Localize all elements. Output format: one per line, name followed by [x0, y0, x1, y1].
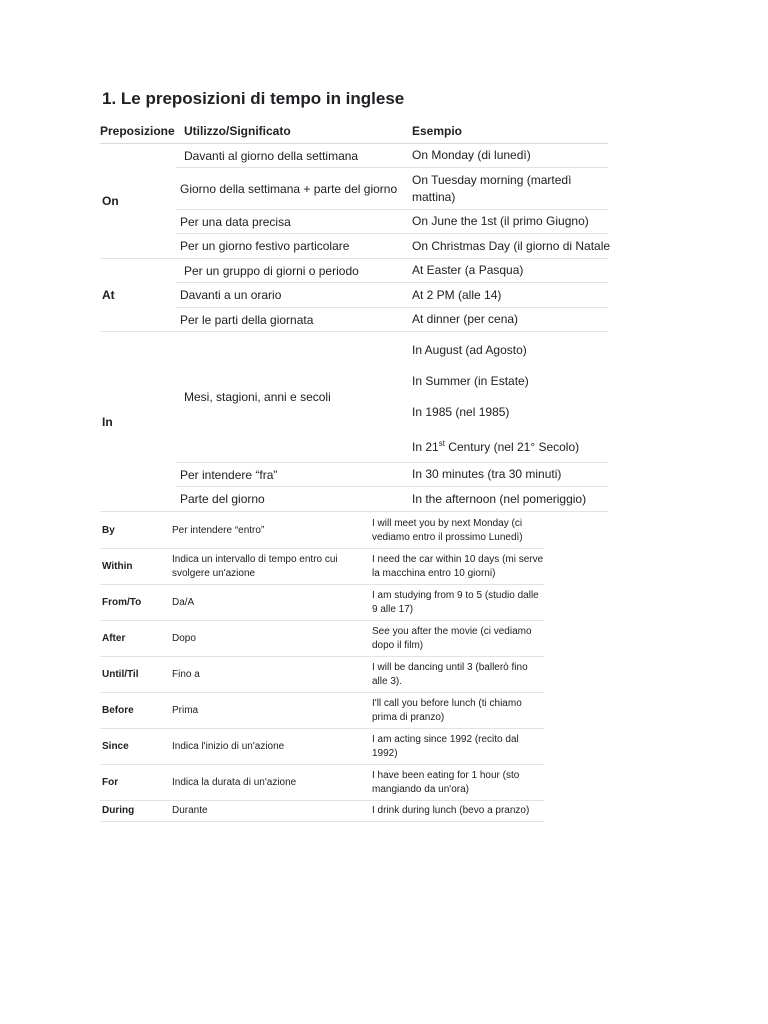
example-cell: I drink during lunch (bevo a pranzo)	[372, 801, 544, 822]
table-row	[100, 259, 608, 283]
preposition-cell: Until/Til	[100, 657, 172, 693]
usage-cell: Per una data precisa	[176, 210, 412, 234]
preposition-cell: By	[100, 513, 172, 549]
table-row	[100, 332, 608, 463]
usage-cell: Per un gruppo di giorni o periodo	[176, 259, 412, 283]
example-cell: On June the 1st (il primo Giugno)	[412, 210, 608, 234]
usage-cell: Indica l'inizio di un'azione	[172, 729, 372, 765]
table-row	[100, 463, 608, 487]
preposition-at: At	[100, 259, 176, 332]
table-row	[100, 513, 544, 549]
example-item: In Summer (in Estate)	[412, 374, 529, 388]
table-row	[100, 801, 544, 822]
usage-cell: Parte del giorno	[176, 487, 412, 512]
example-cell: On Tuesday morning (martedì mattina)	[412, 168, 608, 210]
table-row	[100, 621, 544, 657]
preposition-on: On	[100, 144, 176, 259]
usage-cell: Davanti a un orario	[176, 283, 412, 308]
usage-cell: Durante	[172, 801, 372, 822]
page-title: 1. Le preposizioni di tempo in inglese	[102, 89, 405, 108]
example-cell: I need the car within 10 days (mi serve la macchina entro 10 giorni)	[372, 549, 544, 585]
example-cell: On Christmas Day (il giorno di Natale	[412, 234, 608, 259]
usage-cell: Per intendere “entro”	[172, 513, 372, 549]
preposition-cell: From/To	[100, 585, 172, 621]
example-cell: On Monday (di lunedì)	[412, 144, 608, 168]
preposition-cell: Within	[100, 549, 172, 585]
example-cell: In 30 minutes (tra 30 minuti)	[412, 463, 608, 487]
usage-cell: Mesi, stagioni, anni e secoli	[176, 332, 412, 463]
example-cell: I will meet you by next Monday (ci vediamo entro il prossimo Lunedì)	[372, 513, 544, 549]
table-row	[100, 729, 544, 765]
example-cell: At dinner (per cena)	[412, 308, 608, 332]
usage-cell: Dopo	[172, 621, 372, 657]
example-item: In August (ad Agosto)	[412, 343, 527, 357]
usage-cell: Da/A	[172, 585, 372, 621]
preposition-cell: After	[100, 621, 172, 657]
table-row	[100, 168, 608, 210]
example-item: In 1985 (nel 1985)	[412, 405, 510, 419]
usage-cell: Davanti al giorno della settimana	[176, 144, 412, 168]
usage-cell: Indica un intervallo di tempo entro cui svolgere un'azione	[172, 549, 372, 585]
usage-cell: Prima	[172, 693, 372, 729]
preposition-in: In	[100, 332, 176, 512]
example-cell: In the afternoon (nel pomeriggio)	[412, 487, 608, 512]
table-row	[100, 585, 544, 621]
usage-cell: Fino a	[172, 657, 372, 693]
table-row	[100, 210, 608, 234]
usage-cell: Indica la durata di un'azione	[172, 765, 372, 801]
usage-cell: Per un giorno festivo particolare	[176, 234, 412, 259]
table-row	[100, 144, 608, 168]
example-item: In 21st Century (nel 21° Secolo)	[412, 439, 580, 454]
example-cell: At Easter (a Pasqua)	[412, 259, 608, 283]
example-cell: I'll call you before lunch (ti chiamo prima di pranzo)	[372, 693, 544, 729]
usage-cell: Giorno della settimana + parte del giorno	[176, 168, 412, 210]
prepositions-table-others	[100, 513, 544, 822]
table-row	[100, 549, 544, 585]
header-example: Esempio	[412, 118, 608, 144]
prepositions-table-main	[100, 118, 611, 512]
example-cell: I have been eating for 1 hour (sto mangiando da un'ora)	[372, 765, 544, 801]
table-row	[100, 765, 544, 801]
example-cell	[412, 332, 608, 463]
table-row	[100, 308, 608, 332]
header-preposition: Preposizione	[100, 118, 176, 144]
table-row	[100, 234, 608, 259]
table-header-row	[100, 118, 608, 144]
preposition-cell: Before	[100, 693, 172, 729]
table-row	[100, 657, 544, 693]
table-row	[100, 693, 544, 729]
example-cell: I am acting since 1992 (recito dal 1992)	[372, 729, 544, 765]
example-cell: I am studying from 9 to 5 (studio dalle 9 alle 17)	[372, 585, 544, 621]
preposition-cell: During	[100, 801, 172, 822]
example-list	[412, 335, 608, 459]
table-row	[100, 487, 608, 512]
preposition-cell: Since	[100, 729, 172, 765]
example-cell: I will be dancing until 3 (ballerò fino alle 3).	[372, 657, 544, 693]
table-row	[100, 283, 608, 308]
example-cell: See you after the movie (ci vediamo dopo il film)	[372, 621, 544, 657]
header-usage: Utilizzo/Significato	[176, 118, 412, 144]
example-cell: At 2 PM (alle 14)	[412, 283, 608, 308]
usage-cell: Per le parti della giornata	[176, 308, 412, 332]
usage-cell: Per intendere “fra”	[176, 463, 412, 487]
preposition-cell: For	[100, 765, 172, 801]
